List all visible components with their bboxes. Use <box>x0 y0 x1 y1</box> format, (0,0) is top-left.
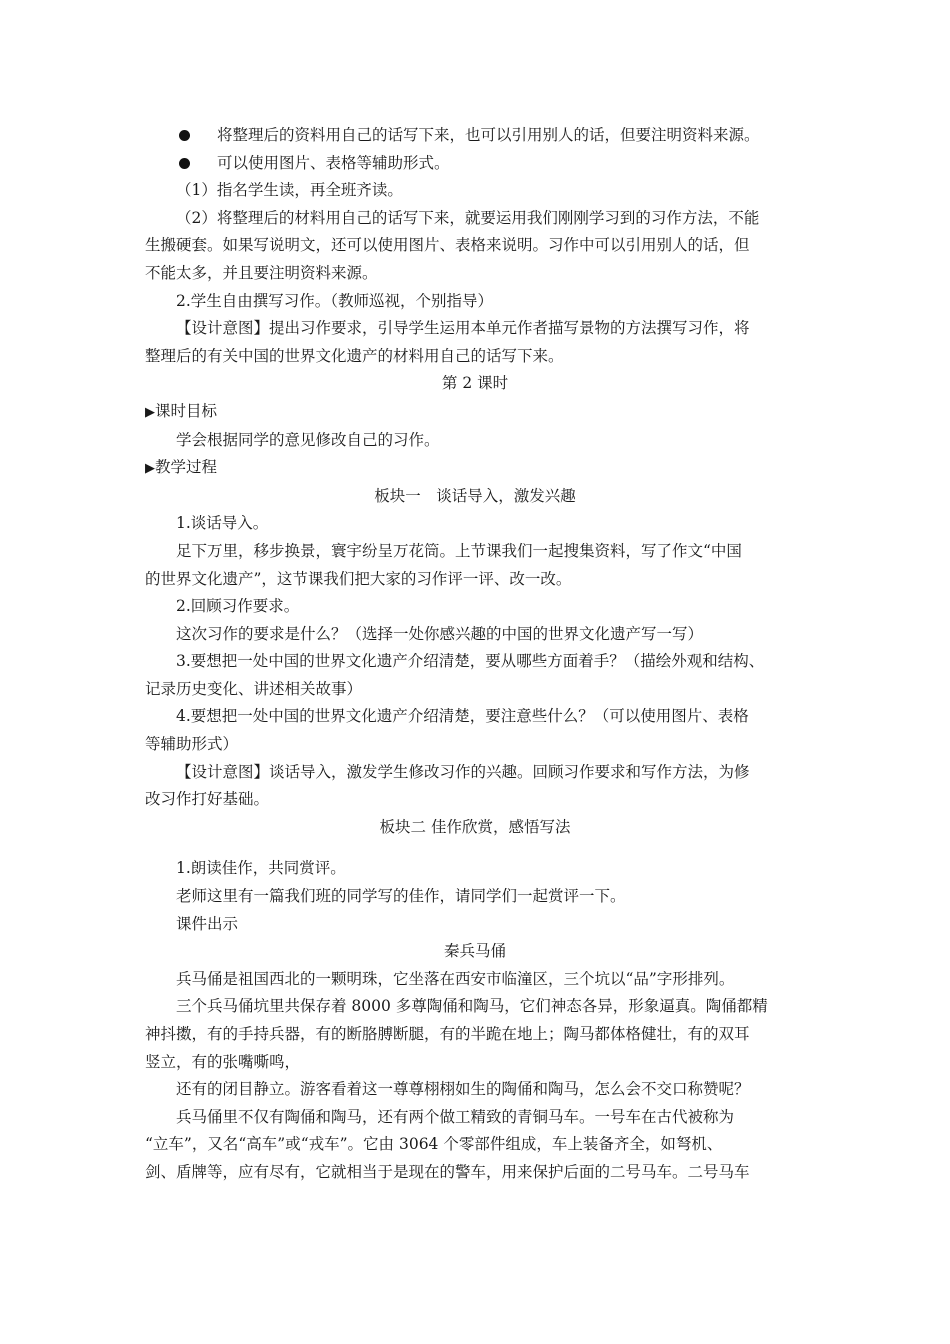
paragraph: 学会根据同学的意见修改自己的习作。 <box>176 430 440 449</box>
paragraph: 老师这里有一篇我们班的同学写的佳作，请同学们一起赏评一下。 <box>176 887 626 906</box>
essay-title: 秦兵马俑 <box>443 942 506 961</box>
paragraph: 1.谈话导入。 <box>176 514 269 533</box>
paragraph-line: 改习作打好基础。 <box>145 790 270 809</box>
document-body <box>145 122 805 1187</box>
paragraph-line: 的世界文化遗产”，这节课我们把大家的习作评一评、改一改。 <box>145 569 572 588</box>
spacer <box>145 841 805 855</box>
essay-paragraph: 三个兵马俑坑里共保存着 8000 多尊陶俑和陶马，它们神态各异，形象逼真。陶俑都精 <box>176 997 768 1016</box>
essay-line: 剑、盾牌等，应有尽有，它就相当于是现在的警车，用来保护后面的二号马车。二号马车 <box>145 1162 750 1181</box>
essay-line: “立车”，又名“高车”或“戎车”。它由 3064 个零部件组成，车上装备齐全，如弩机、 <box>145 1135 723 1154</box>
essay-paragraph: 还有的闭目静立。游客看着这一尊尊栩栩如生的陶俑和陶马，怎么会不交口称赞呢？ <box>176 1080 750 1099</box>
block-title: 板块一 谈话导入，激发兴趣 <box>374 486 576 505</box>
essay-paragraph: 兵马俑里不仅有陶俑和陶马，还有两个做工精致的青铜马车。一号车在古代被称为 <box>176 1107 735 1126</box>
paragraph: 课件出示 <box>176 914 239 933</box>
paragraph: 这次习作的要求是什么？（选择一处你感兴趣的中国的世界文化遗产写一写） <box>176 624 704 643</box>
bullet-text: 可以使用图片、表格等辅助形式。 <box>217 153 450 172</box>
block-title: 板块二 佳作欣赏，感悟写法 <box>379 817 571 836</box>
essay-paragraph: 兵马俑是祖国西北的一颗明珠，它坐落在西安市临潼区，三个坑以“品”字形排列。 <box>176 969 735 988</box>
paragraph: 1.朗读佳作，共同赏评。 <box>176 859 346 878</box>
bullet-dot-icon <box>179 158 190 169</box>
paragraph-line: 生搬硬套。如果写说明文，还可以使用图片、表格来说明。习作中可以引用别人的话，但 <box>145 236 750 255</box>
paragraph: 2.学生自由撰写习作。（教师巡视，个别指导） <box>176 291 494 310</box>
paragraph: 足下万里，移步换景，寰宇纷呈万花筒。上节课我们一起搜集资料，写了作文“中国 <box>176 541 742 560</box>
process-heading-text: 教学过程 <box>155 458 218 477</box>
triangle-icon: ▶ <box>145 404 155 420</box>
paragraph-line: 不能太多，并且要注明资料来源。 <box>145 263 378 282</box>
essay-line: 竖立，有的张嘴嘶鸣， <box>145 1052 301 1071</box>
paragraph: 4.要想把一处中国的世界文化遗产介绍清楚，要注意些什么？（可以使用图片、表格 <box>176 707 749 726</box>
paragraph-line: 等辅助形式） <box>145 735 239 754</box>
process-heading <box>145 454 805 483</box>
design-intent: 【设计意图】提出习作要求，引导学生运用本单元作者描写景物的方法撰写习作，将 <box>176 319 750 338</box>
essay-line: 神抖擞，有的手持兵器，有的断胳膊断腿，有的半跪在地上；陶马都体格健壮，有的双耳 <box>145 1025 750 1043</box>
triangle-icon: ▶ <box>145 461 155 477</box>
paragraph: （1）指名学生读，再全班齐读。 <box>176 181 403 200</box>
design-intent: 【设计意图】谈话导入，激发学生修改习作的兴趣。回顾习作要求和写作方法，为修 <box>176 762 750 781</box>
bullet-text: 将整理后的资料用自己的话写下来，也可以引用别人的话，但要注明资料来源。 <box>217 126 760 144</box>
goal-heading <box>145 398 805 427</box>
goal-heading-text: 课时目标 <box>155 401 218 420</box>
paragraph: （2）将整理后的材料用自己的话写下来，就要运用我们刚刚学习到的习作方法，不能 <box>176 208 760 227</box>
bullet-item <box>145 150 805 178</box>
bullet-dot-icon <box>179 130 190 141</box>
paragraph: 3.要想把一处中国的世界文化遗产介绍清楚，要从哪些方面着手？（描绘外观和结构、 <box>176 652 765 671</box>
paragraph: 2.回顾习作要求。 <box>176 597 300 616</box>
paragraph-line: 记录历史变化、讲述相关故事） <box>145 679 363 698</box>
lesson-title: 第 2 课时 <box>441 374 509 393</box>
paragraph-line: 整理后的有关中国的世界文化遗产的材料用自己的话写下来。 <box>145 346 564 365</box>
bullet-item <box>145 122 805 150</box>
